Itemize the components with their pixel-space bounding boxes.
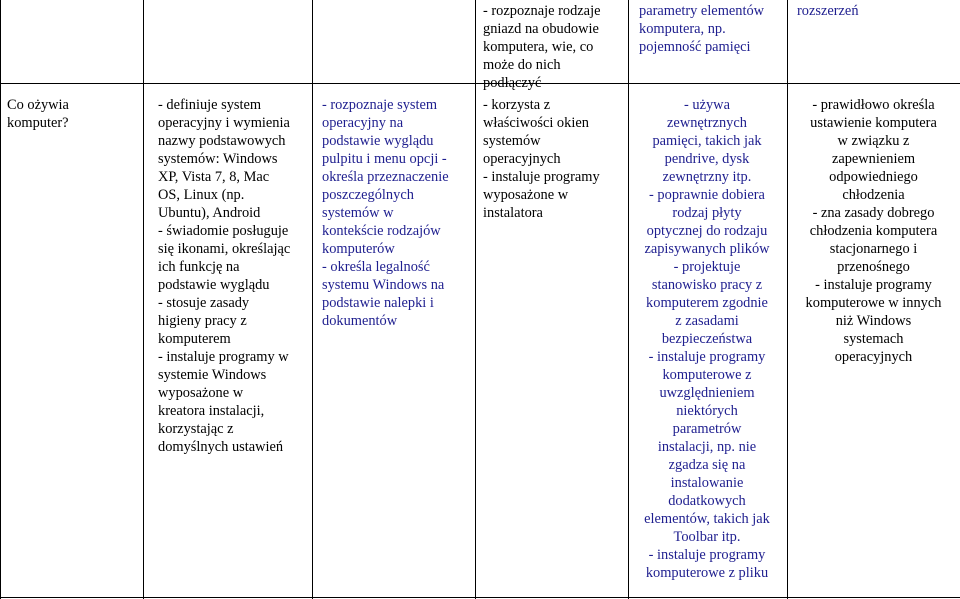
text-line: podstawie wyglądu — [322, 133, 434, 149]
text-line: komputerem — [158, 331, 231, 347]
cell-main-col4 — [483, 96, 625, 222]
cell-top-col6 — [797, 2, 957, 20]
text-line: - definiuje system — [158, 97, 262, 113]
text-line: zewnętrznych — [667, 115, 747, 131]
text-line: niż Windows — [835, 313, 912, 329]
text-line: kontekście rodzajów — [322, 223, 441, 239]
column-divider — [0, 0, 1, 599]
text-line: instalacji, np. nie — [657, 439, 757, 455]
text-line: rozszerzeń — [797, 3, 859, 19]
text-line: uwzględnieniem — [659, 385, 755, 401]
text-line: pendrive, dysk — [664, 151, 750, 167]
text-line: - instaluje programy — [648, 547, 766, 563]
text-line: elementów, takich jak — [644, 511, 770, 527]
text-line: gniazd na obudowie — [483, 21, 599, 37]
cell-main-col5 — [628, 96, 786, 582]
text-line: systemie Windows — [158, 367, 267, 383]
text-line: podstawie nalepki i — [322, 295, 434, 311]
text-line: domyślnych ustawień — [158, 439, 284, 455]
text-line: komputera, np. — [639, 21, 726, 37]
text-line: - zna zasady dobrego — [812, 205, 935, 221]
text-line: Toolbar itp. — [673, 529, 741, 545]
text-line: ustawienie komputera — [810, 115, 937, 131]
text-line: - instaluje programy w — [158, 349, 289, 365]
text-line: systemów w — [322, 205, 394, 221]
text-line: stacjonarnego i — [829, 241, 918, 257]
text-line: - stosuje zasady — [158, 295, 250, 311]
text-line: komputerowe z — [662, 367, 752, 383]
text-line: zapisywanych plików — [644, 241, 770, 257]
text-line: komputerów — [322, 241, 395, 257]
text-line: w związku z — [837, 133, 910, 149]
cell-main-col3 — [322, 96, 472, 330]
text-line: optycznej do rodzaju — [646, 223, 768, 239]
text-line: kreatora instalacji, — [158, 403, 265, 419]
text-line: może do nich — [483, 57, 561, 73]
text-line: - prawidłowo określa — [812, 97, 935, 113]
text-line: operacyjnych — [483, 151, 561, 167]
column-divider — [312, 0, 313, 599]
text-line: - świadomie posługuje — [158, 223, 289, 239]
text-line: operacyjny i wymienia — [158, 115, 290, 131]
text-line: poszczególnych — [322, 187, 414, 203]
text-line: dodatkowych — [668, 493, 746, 509]
text-line: komputera, wie, co — [483, 39, 594, 55]
text-line: podstawie wyglądu — [158, 277, 270, 293]
table-bottom-border — [0, 597, 960, 598]
text-line: z zasadami — [675, 313, 739, 329]
text-line: odpowiedniego — [829, 169, 918, 185]
text-line: stanowisko pracy z — [651, 277, 763, 293]
text-line: instalowanie — [670, 475, 744, 491]
text-line: OS, Linux (np. — [158, 187, 245, 203]
text-line: rodzaj płyty — [672, 205, 742, 221]
cell-top-col5 — [639, 2, 785, 56]
text-line: instalatora — [483, 205, 543, 221]
text-line: dokumentów — [322, 313, 398, 329]
column-divider — [143, 0, 144, 599]
text-line: komputerem zgodnie — [646, 295, 768, 311]
text-line: komputerowe w innych — [805, 295, 942, 311]
cell-topic — [7, 96, 141, 132]
text-line: - rozpoznaje system — [322, 97, 438, 113]
text-line: systemu Windows na — [322, 277, 445, 293]
text-line: chłodzenia — [842, 187, 905, 203]
text-line: Ubuntu), Android — [158, 205, 261, 221]
text-line: - projektuje — [673, 259, 741, 275]
text-line: nazwy podstawowych — [158, 133, 286, 149]
cell-main-col6 — [788, 96, 959, 366]
text-line: parametrów — [672, 421, 742, 437]
text-line: operacyjnych — [834, 349, 913, 365]
text-line: - określa legalność — [322, 259, 430, 275]
text-line: pojemność pamięci — [639, 39, 751, 55]
text-line: - rozpoznaje rodzaje — [483, 3, 601, 19]
text-line: wyposażone w — [483, 187, 569, 203]
text-line: - korzysta z — [483, 97, 551, 113]
text-line: - instaluje programy — [483, 169, 600, 185]
text-line: komputerowe z pliku — [645, 565, 769, 581]
text-line: systemach — [843, 331, 904, 347]
text-line: zapewnieniem — [831, 151, 916, 167]
text-line: zewnętrzny itp. — [662, 169, 752, 185]
column-divider — [475, 0, 476, 599]
text-line: - używa — [684, 97, 730, 113]
text-line: systemów — [483, 133, 541, 149]
text-line: XP, Vista 7, 8, Mac — [158, 169, 270, 185]
text-line: higieny pracy z — [158, 313, 247, 329]
text-line: wyposażone w — [158, 385, 244, 401]
text-line: bezpieczeństwa — [661, 331, 753, 347]
text-line: systemów: Windows — [158, 151, 278, 167]
cell-main-col2 — [158, 96, 310, 456]
text-line: operacyjny na — [322, 115, 404, 131]
text-line: pulpitu i menu opcji - — [322, 151, 447, 167]
text-line: zgadza się na — [668, 457, 746, 473]
text-line: właściwości okien — [483, 115, 589, 131]
text-line: pamięci, takich jak — [652, 133, 762, 149]
text-line: przenośnego — [837, 259, 910, 275]
text-line: Co ożywia — [7, 97, 69, 113]
text-line: się ikonami, określając — [158, 241, 291, 257]
cell-top-col4 — [483, 2, 625, 92]
text-line: podłączyć — [483, 75, 542, 91]
text-line: niektórych — [676, 403, 738, 419]
text-line: korzystając z — [158, 421, 234, 437]
text-line: określa przeznaczenie — [322, 169, 449, 185]
text-line: chłodzenia komputera — [809, 223, 938, 239]
text-line: - poprawnie dobiera — [649, 187, 765, 203]
text-line: parametry elementów — [639, 3, 765, 19]
text-line: komputer? — [7, 115, 69, 131]
text-line: - instaluje programy — [815, 277, 932, 293]
text-line: - instaluje programy — [648, 349, 766, 365]
text-line: ich funkcję na — [158, 259, 240, 275]
row-divider — [0, 83, 960, 84]
